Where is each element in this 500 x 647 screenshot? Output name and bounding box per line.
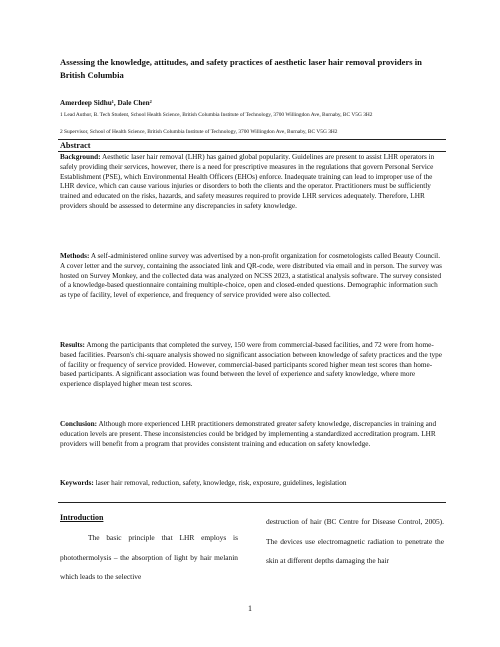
intro-left-column bbox=[60, 512, 238, 587]
abstract-methods bbox=[60, 252, 444, 301]
conclusion-text: Although more experienced LHR practitioners demonstrated greater safety knowledge, discrepancies in training and education levels are present. These inconsistencies could be bridged by implementing a standardized accreditation program. LHR providers will benefit from a program that provides consistent training and education on safety knowledge. bbox=[60, 420, 437, 448]
results-text: Among the participants that completed the survey, 150 were from commercial-based facilities, and 72 were from home-based facilities. Pearson's chi-square analysis showed no significant association between knowledge of safety practices and the type of facility or frequency of service provided. However, commercial-based participants scored higher mean test scores than home-based participants. A significant association was found between the level of experience and safety knowledge, where more experience displayed higher mean test scores. bbox=[60, 341, 443, 389]
conclusion-label: Conclusion: bbox=[60, 420, 98, 428]
background-label: Background: bbox=[60, 153, 101, 161]
abstract-background bbox=[60, 153, 444, 212]
keywords-text: laser hair removal, reduction, safety, knowledge, risk, exposure, guidelines, legislation bbox=[93, 479, 347, 487]
affiliation-2: 2 Supervisor, School of Health Science, British Columbia Institute of Technology, 3700 Willingdon Ave, Burnaby, BC V5G 3H2 bbox=[60, 129, 338, 135]
abstract-top-rule bbox=[58, 139, 446, 140]
keywords-section bbox=[60, 479, 444, 489]
paper-title: Assessing the knowledge, attitudes, and safety practices of aesthetic laser hair removal providers in British Columbia bbox=[60, 57, 422, 80]
abstract-heading-rule bbox=[58, 151, 446, 152]
abstract-results bbox=[60, 341, 444, 390]
abstract-conclusion bbox=[60, 420, 444, 449]
page-number: 1 bbox=[248, 604, 252, 613]
intro-left-text: The basic principle that LHR employs is photothermolysis – the absorption of light by hair melanin which leads to the selective bbox=[60, 533, 238, 581]
introduction-heading: Introduction bbox=[60, 513, 104, 522]
keywords-bottom-rule bbox=[58, 502, 446, 503]
background-text: Aesthetic laser hair removal (LHR) has gained global popularity. Guidelines are present to assist LHR operators in safely providing their services, however, there is a need for prescriptive measures in the regulations that govern Personal Service Establishment (PSE), which Environmental Health Officers (EHOs) enforce. Inadequate training can lead to improper use of the LHR device, which can cause various injuries or disorders to both the clients and the operator. Practitioners must be sufficiently trained and educated on the risks, hazards, and safety measures required to provide LHR services adequately. Therefore, LHR providers should be assessed to determine any discrepancies in safety knowledge. bbox=[60, 153, 435, 210]
methods-label: Methods: bbox=[60, 252, 90, 260]
methods-text: A self-administered online survey was advertised by a non-profit organization for cosmetologists called Beauty Council. A cover letter and the survey, containing the associated link and QR-code, were distributed via email and in person. The survey was hosted on Survey Monkey, and the collected data was analyzed on NCSS 2023, a statistical analysis software. The survey consisted of a knowledge-based questionnaire containing multiple-choice, open and closed-ended questions. Demographic information such as type of facility, level of experience, and frequency of service provided were also collected. bbox=[60, 252, 442, 300]
results-label: Results: bbox=[60, 341, 85, 349]
author-list: Amerdeep Sidhu¹, Dale Chen² bbox=[60, 99, 152, 107]
keywords-label: Keywords: bbox=[60, 479, 94, 487]
abstract-heading: Abstract bbox=[60, 141, 91, 150]
intro-right-text: destruction of hair (BC Centre for Disease Control, 2005). The devices use electromagnetic radiation to penetrate the skin at different depths damaging the hair bbox=[266, 517, 444, 565]
affiliation-1: 1 Lead Author, B. Tech Student, School Health Science, British Columbia Institute of Technology, 3700 Willingdon Ave, Burnaby, BC V5G 3H2 bbox=[60, 112, 373, 118]
intro-right-column bbox=[266, 512, 444, 571]
